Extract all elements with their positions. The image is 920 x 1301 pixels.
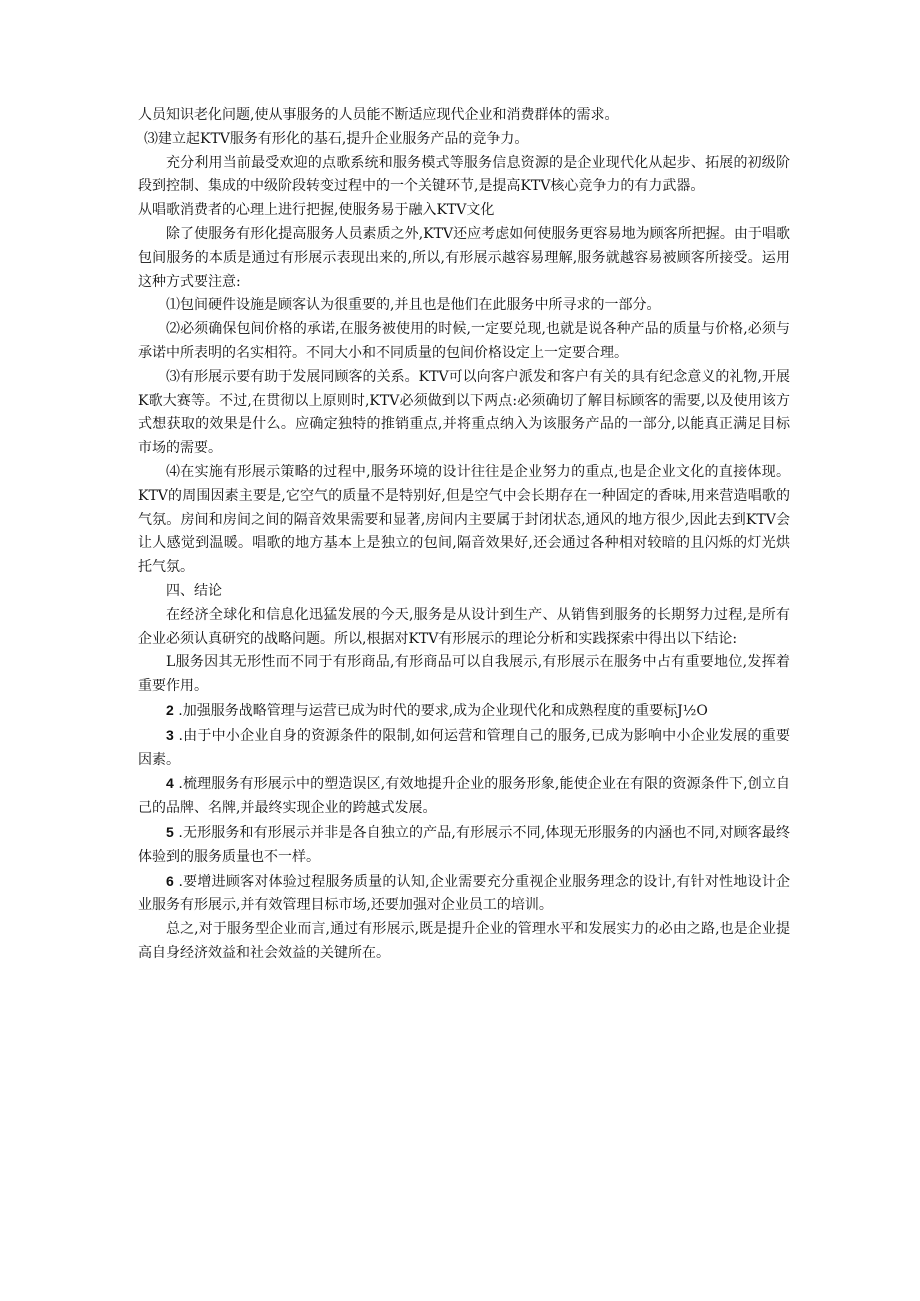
- paragraph-point-1: ⑴包间硬件设施是顾客认为很重要的,并且也是他们在此服务中所寻求的一部分。: [166, 297, 661, 314]
- conclusion-item-3: [138, 724, 790, 773]
- conclusion-item-number: 5: [166, 823, 174, 840]
- paragraph-point-4: ⑷在实施有形展示策略的过程中,服务环境的设计往往是企业努力的重点,也是企业文化的直接体现。KTV的周围因素主要是,它空气的质量不是特别好,但是空气中会长期存在一种固定的香味,用来营造唱歌的气氛。房间和房间之间的隔音效果需要和显著,房间内主要属于封闭状态,通风的地方很少,因此去到KTV会让人感觉到温暖。唱歌的地方基本上是独立的包间,隔音效果好,还会通过各种相对较暗的且闪烁的灯光烘托气氛。: [138, 463, 790, 576]
- conclusion-item-5: [138, 821, 790, 870]
- conclusion-item-number: 2: [166, 701, 174, 718]
- conclusion-item-text: .无形服务和有形展示并非是各自独立的产品,有形展示不同,体现无形服务的内涵也不同,对顾客最终体验到的服务质量也不一样。: [138, 824, 790, 865]
- conclusion-item-6: [138, 870, 790, 919]
- conclusion-item-2: [138, 699, 790, 724]
- conclusion-item-number: 4: [166, 775, 174, 792]
- paragraph-point-2: ⑵必须确保包间价格的承诺,在服务被使用的时候,一定要兑现,也就是说各种产品的质量与价格,必须与承诺中所表明的名实相符。不同大小和不同质量的包间价格设定上一定要合理。: [138, 321, 790, 361]
- conclusion-item-1: L服务因其无形性而不同于有形商品,有形商品可以自我展示,有形展示在服务中占有重要地位,发挥着重要作用。: [138, 654, 790, 695]
- paragraph-summary: 总之,对于服务型企业而言,通过有形展示,既是提升企业的管理水平和发展实力的必由之路,也是企业提高自身经济效益和社会效益的关键所在。: [138, 921, 790, 961]
- paragraph-conclusion-intro: 在经济全球化和信息化迅猛发展的今天,服务是从设计到生产、从销售到服务的长期努力过程,是所有企业必须认真研究的战略问题。所以,根据对KTV有形展示的理论分析和实践探索中得出以下结论:: [138, 606, 790, 647]
- conclusion-item-4: [138, 772, 790, 821]
- document-body: [138, 104, 790, 966]
- paragraph-point-system: 充分利用当前最受欢迎的点歌系统和服务模式等服务信息资源的是企业现代化从起步、拓展的初级阶段到控制、集成的中级阶段转变过程中的一个关键环节,是提高KTV核心竞争力的有力武器。: [138, 154, 790, 195]
- conclusion-item-text: .要增进顾客对体验过程服务质量的认知,企业需要充分重视企业服务理念的设计,有针对性地设计企业服务有形展示,并有效管理目标市场,还要加强对企业员工的培训。: [138, 873, 790, 914]
- conclusion-item-text: .加强服务战略管理与运营已成为时代的要求,成为企业现代化和成熟程度的重要标J½O: [173, 702, 708, 719]
- paragraph-point-3: ⑶有形展示要有助于发展同顾客的关系。KTV可以向客户派发和客户有关的具有纪念意义的礼物,开展K歌大赛等。不过,在贯彻以上原则时,KTV必须做到以下两点:必须确切了解目标顾客的需要,以及使用该方式想获取的效果是什么。应确定独特的推销重点,并将重点纳入为该服务产品的一部分,以能真正满足目标市场的需要。: [138, 368, 790, 457]
- paragraph-intro-tangible: 除了使服务有形化提高服务人员素质之外,KTV还应考虑如何使服务更容易地为顾客所把握。由于唱歌包间服务的本质是通过有形展示表现出来的,所以,有形展示越容易理解,服务就越容易被顾客所接受。运用这种方式要注意:: [138, 225, 790, 290]
- paragraph-continuation: 人员知识老化问题,使从事服务的人员能不断适应现代企业和消费群体的需求。: [138, 107, 619, 123]
- conclusion-item-text: .梳理服务有形展示中的塑造误区,有效地提升企业的服务形象,能使企业在有限的资源条件下,创立自己的品牌、名牌,并最终实现企业的跨越式发展。: [138, 776, 790, 817]
- conclusion-item-number: 6: [166, 872, 174, 889]
- paragraph-item-3-heading: ⑶建立起KTV服务有形化的基石,提升企业服务产品的竞争力。: [144, 130, 529, 147]
- section-heading-conclusion: 四、结论: [166, 582, 222, 599]
- conclusion-item-text: .由于中小企业自身的资源条件的限制,如何运营和管理自己的服务,已成为影响中小企业发展的重要因素。: [138, 727, 790, 768]
- conclusion-item-number: 3: [166, 726, 174, 743]
- paragraph-subheading-psychology: 从唱歌消费者的心理上进行把握,使服务易于融入KTV文化: [138, 202, 495, 219]
